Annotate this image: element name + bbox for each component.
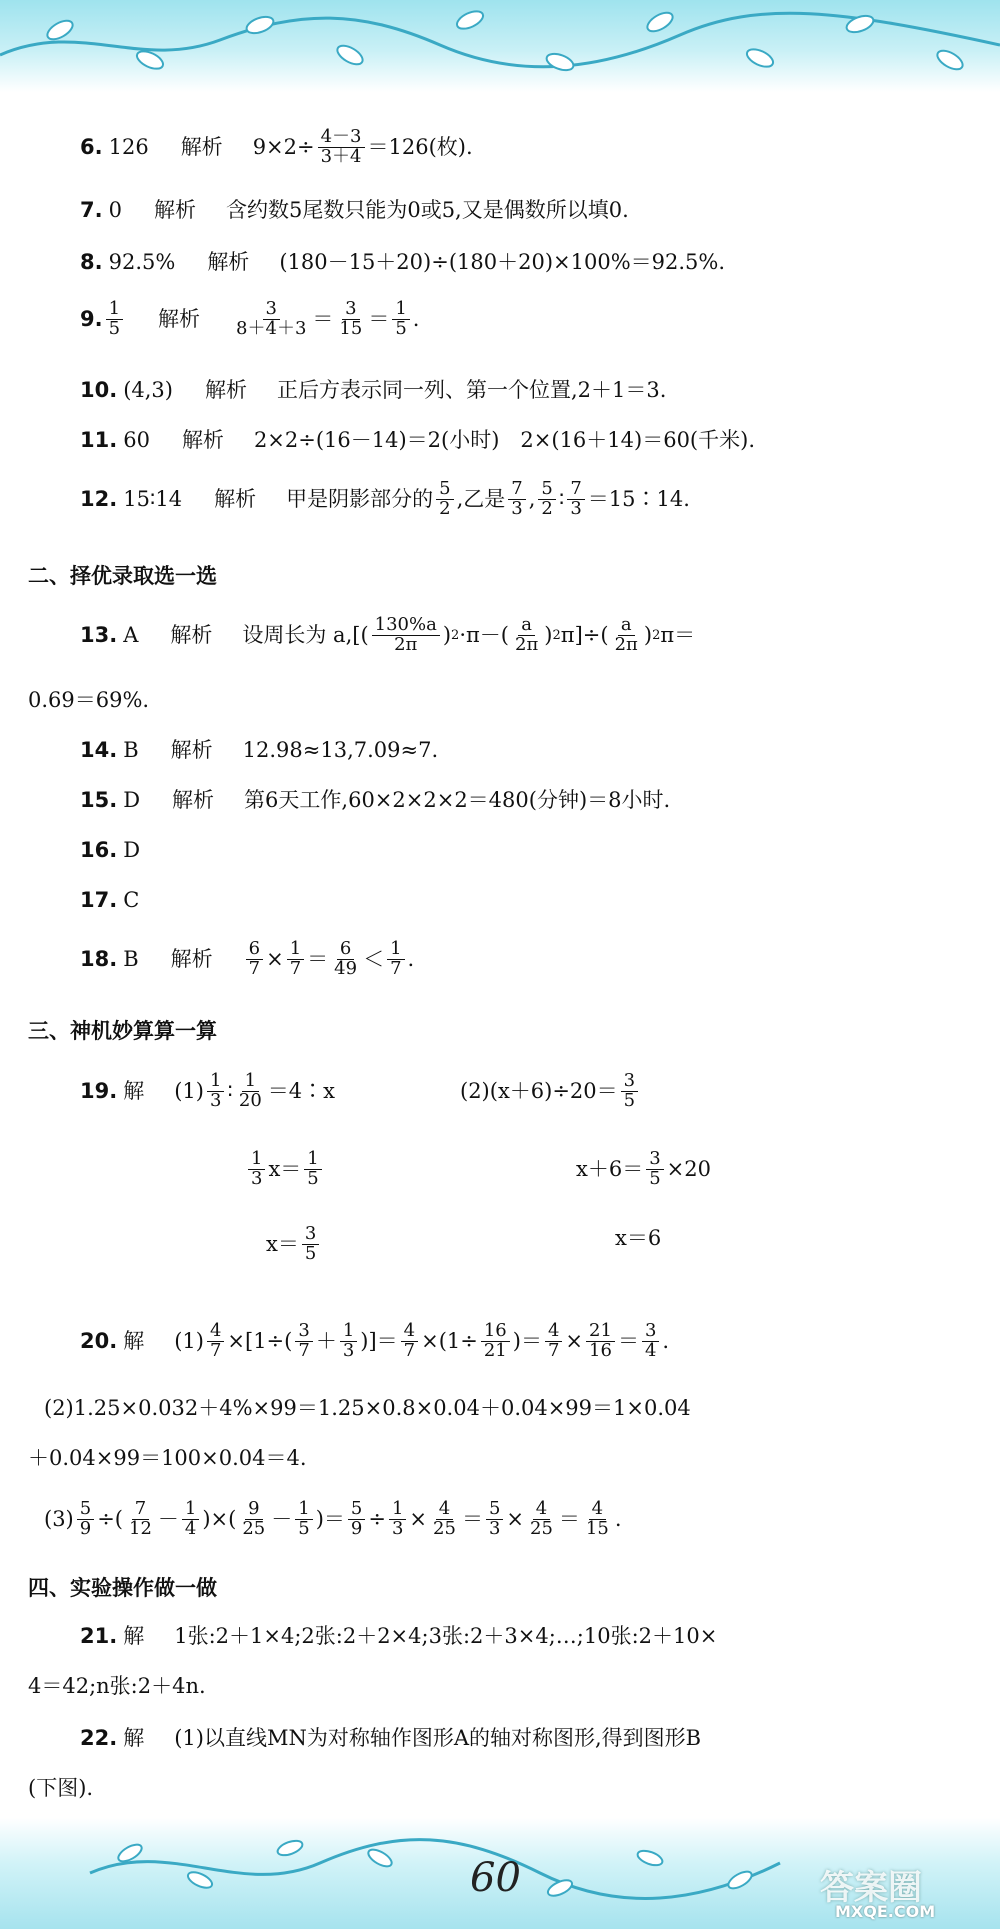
answer-14: 14. B 解析 12.98≈13,7.09≈7. [80,738,439,762]
answer-20-part2: (2)1.25×0.032＋4%×99＝1.25×0.8×0.04＋0.04×99＝1×0.04 [44,1396,691,1420]
answer-19-step: x＋6＝ $\frac{3}{5}$ ×20 [576,1148,711,1189]
watermark-logo: 答案圈 [820,1868,922,1908]
answer-6: 6. 126 解析 9×2÷ $\frac{4-3}{3+4}$ ＝126(枚). [80,126,473,167]
answer-7: 7. 0 解析 含约数5尾数只能为0或5,又是偶数所以填0. [80,198,629,222]
answer-15: 15. D 解析 第6天工作,60×2×2×2＝480(分钟)＝8小时. [80,788,671,812]
answer-13-continued: 0.69＝69%. [28,688,150,712]
answer-22: 22. 解 (1)以直线MN为对称轴作图形A的轴对称图形,得到图形B [80,1726,702,1750]
answer-11: 11. 60 解析 2×2÷(16－14)＝2(小时) 2×(16＋14)＝60(千米). [80,428,755,452]
answer-10: 10. (4,3) 解析 正后方表示同一列、第一个位置,2＋1＝3. [80,378,667,402]
vine-ornament-top [0,0,1000,92]
answer-21-continued: 4＝42;n张:2＋4n. [28,1674,206,1698]
answer-13: 13. A 解析 设周长为 a,[( $\frac{130\%a}{2\pi}$ ) 2 ·π－( $\frac{a}{2\pi}$ ) 2 π]÷( $\frac{a}{2\pi}$ ) 2 π＝ [80,614,696,655]
section-title: 三、神机妙算算一算 [28,1019,217,1043]
answer-22-continued: (下图). [28,1776,94,1800]
section-title: 四、实验操作做一做 [28,1576,217,1600]
answer-21: 21. 解 1张:2＋1×4;2张:2＋2×4;3张:2＋3×4;…;10张:2＋10× [80,1624,718,1648]
watermark-url: MXQE.COM [835,1902,936,1921]
fraction: $\frac{4-3}{3+4}$ [318,128,365,167]
answer-20-part2-continued: ＋0.04×99＝100×0.04＝4. [28,1446,307,1470]
answer-19-step: x＝6 [615,1226,662,1250]
page-number: 60 [470,1855,521,1901]
section-title: 二、择优录取选一选 [28,564,217,588]
top-decorative-band [0,0,1000,92]
answer-19-step: $\frac{1}{3}$ x＝ $\frac{1}{5}$ [245,1150,325,1189]
answer-19-part2: (2)(x＋6)÷20＝ $\frac{3}{5}$ [460,1072,641,1111]
answer-19-step: x＝ $\frac{3}{5}$ [266,1225,322,1264]
answer-9: 9. $\frac{1}{5}$ 解析 $\frac{3}{8+4+3}$ ＝ $\frac{3}{15}$ ＝ $\frac{1}{5}$ . [80,298,420,339]
answer-19: 19. 解 (1) $\frac{1}{3}$ ∶ $\frac{1}{20}$ ＝4∶x [80,1070,335,1111]
answer-20: 20. 解 (1) $\frac{4}{7}$ ×[1÷( $\frac{3}{7}$ ＋ $\frac{1}{3}$ )]＝ $\frac{4}{7}$ ×(1÷ $\frac{16}{21}$ )＝ $\frac{4}{7}$ × $\frac{21}{16}$ ＝ $\frac{3}{4}$ . [80,1320,670,1361]
answer-16: 16. D [80,838,141,862]
answer-8: 8. 92.5% 解析 (180－15＋20)÷(180＋20)×100%＝92.5%. [80,250,726,274]
answer-18: 18. B 解析 $\frac{6}{7}$ × $\frac{1}{7}$ ＝ $\frac{6}{49}$ ＜ $\frac{1}{7}$ . [80,938,415,979]
answer-20-part3: (3) $\frac{5}{9}$ ÷( $\frac{7}{12}$ － $\frac{1}{4}$ )×( $\frac{9}{25}$ － $\frac{1}{5}$ )＝ $\frac{5}{9}$ ÷ $\frac{1}{3}$ × $\frac{4}{25}$ ＝ $\frac{5}{3}$ × $\frac{4}{25}$ ＝ $\frac{4}{15}$ . [44,1498,622,1539]
answer-17: 17. C [80,888,140,912]
answer-12: 12. 15∶14 解析 甲是阴影部分的 $\frac{5}{2}$ ,乙是 $\frac{7}{3}$ , $\frac{5}{2}$ ∶ $\frac{7}{3}$ ＝15∶14. [80,478,690,519]
